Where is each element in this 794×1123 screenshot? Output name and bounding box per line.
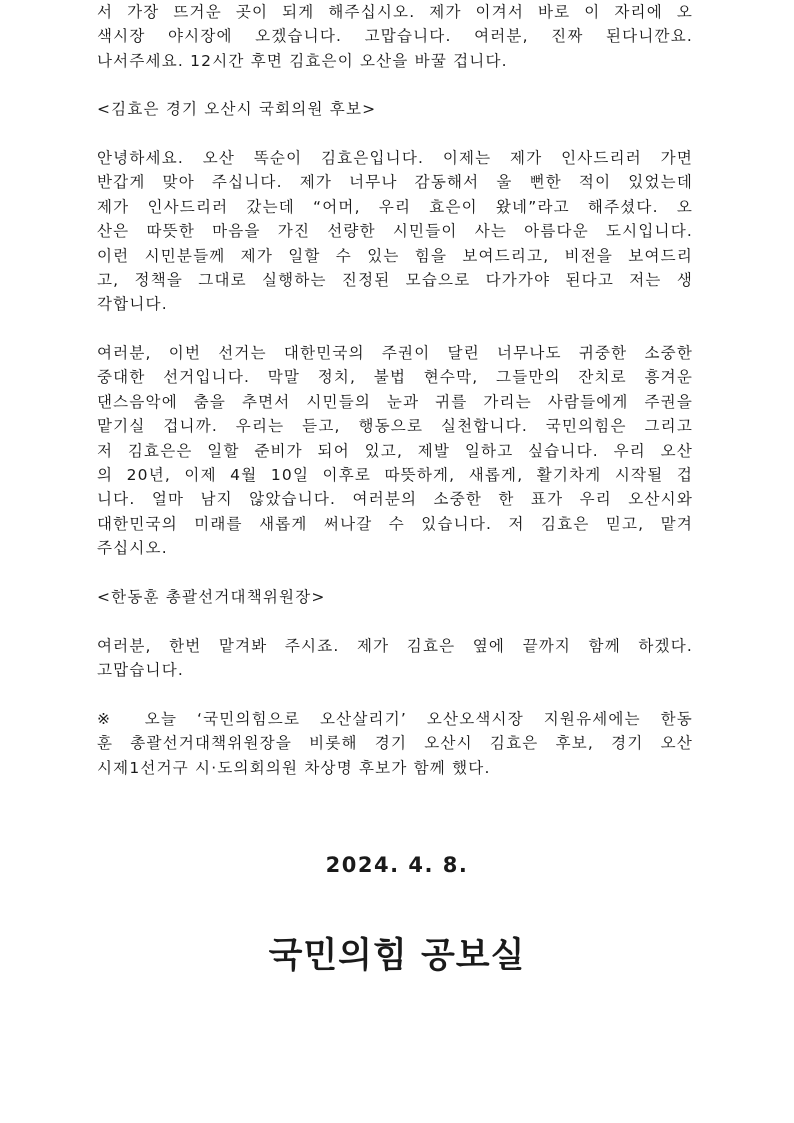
text-line: 고맙습니다. (97, 661, 184, 680)
text-line: 여러분, 이번 선거는 대한민국의 주권이 달린 너무나도 귀중한 소중한 (97, 344, 693, 362)
paragraph-kim-greeting (97, 146, 693, 317)
paragraph-kim-election (97, 341, 693, 561)
release-date: 2024. 4. 8. (325, 853, 469, 877)
text-line: 훈 총괄선거대책위원장을 비롯해 경기 오산시 김효은 후보, 경기 오산 (97, 734, 693, 753)
text-line: 이런 시민분들께 제가 일할 수 있는 힘을 보여드리고, 비전을 보여드리 (97, 246, 693, 265)
text-line: 나서주세요. 12시간 후면 김효은이 오산을 바꿀 겁니다. (97, 51, 508, 70)
speaker-heading-kim (97, 97, 693, 121)
text-line: 제가 인사드리러 갔는데 “어머, 우리 효은이 왔네”라고 해주셨다. 오 (97, 197, 693, 216)
issuing-office: 국민의힘 공보실 (268, 936, 526, 976)
text-line: 시제1선거구 시·도의회의원 차상명 후보가 함께 했다. (97, 758, 491, 777)
paragraph-closing-remarks (97, 0, 693, 73)
text-line: 각합니다. (97, 295, 168, 314)
text-line: 의 20년, 이제 4월 10일 이후로 따뜻하게, 새롭게, 활기차게 시작될 겁 (97, 466, 693, 485)
text-line: 맡기실 겁니까. 우리는 듣고, 행동으로 실천합니다. 국민의힘은 그리고 (97, 417, 693, 436)
text-line: 반갑게 맞아 주십니다. 제가 너무나 감동해서 울 뻔한 적이 있었는데 (97, 173, 693, 192)
text-line: 안녕하세요. 오산 똑순이 김효은입니다. 이제는 제가 인사드리러 가면 (97, 149, 693, 167)
text-line: 니다. 얼마 남지 않았습니다. 여러분의 소중한 한 표가 우리 오산시와 (97, 490, 693, 509)
speaker-label: <김효은 경기 오산시 국회의원 후보> (97, 100, 377, 118)
text-line: 중대한 선거입니다. 막말 정치, 불법 현수막, 그들만의 잔치로 흥겨운 (97, 368, 693, 387)
text-line: 저 김효은은 일할 준비가 되어 있고, 제발 일하고 싶습니다. 우리 오산 (97, 441, 693, 460)
text-line: 주십시오. (97, 539, 168, 558)
paragraph-note (97, 707, 693, 780)
text-line: 여러분, 한번 맡겨봐 주시죠. 제가 김효은 옆에 끝까지 함께 하겠다. (97, 637, 693, 655)
speaker-label: <한동훈 총괄선거대책위원장> (97, 588, 326, 606)
paragraph-han-remarks (97, 634, 693, 683)
text-line: 대한민국의 미래를 새롭게 써나갈 수 있습니다. 저 김효은 믿고, 맡겨 (97, 514, 693, 533)
text-line: 서 가장 뜨거운 곳이 되게 해주십시오. 제가 이겨서 바로 이 자리에 오 (97, 3, 693, 21)
text-line: 산은 따뜻한 마음을 가진 선량한 시민들이 사는 아름다운 도시입니다. (97, 222, 693, 241)
speaker-heading-han (97, 585, 693, 609)
text-line: 색시장 야시장에 오겠습니다. 고맙습니다. 여러분, 진짜 된다니깐요. (97, 27, 693, 46)
text-line: ※ 오늘 ‘국민의힘으로 오산살리기’ 오산오색시장 지원유세에는 한동 (97, 710, 693, 728)
text-line: 댄스음악에 춤을 추면서 시민들의 눈과 귀를 가리는 사람들에게 주권을 (97, 392, 693, 411)
text-line: 고, 정책을 그대로 실행하는 진정된 모습으로 다가가야 된다고 저는 생 (97, 271, 693, 290)
